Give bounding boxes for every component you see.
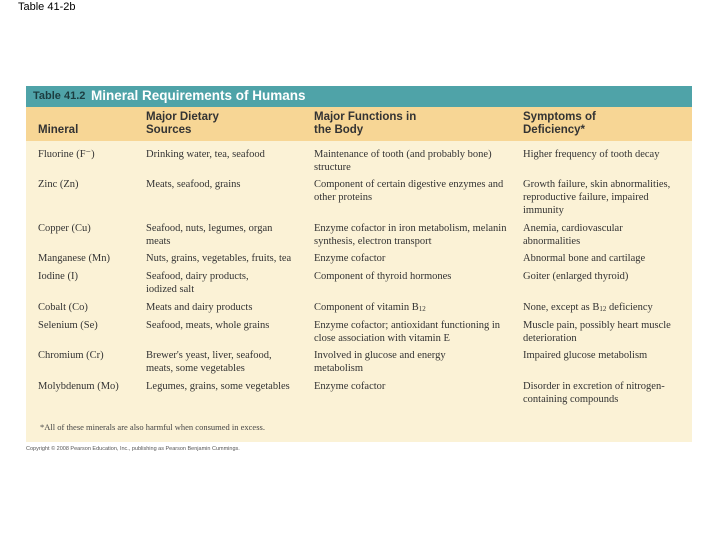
cell-mineral: Zinc (Zn)	[38, 179, 79, 190]
table-footnote: *All of these minerals are also harmful when consumed in excess.	[40, 422, 265, 432]
mineral-table	[26, 86, 692, 442]
cell-functions: Enzyme cofactor in iron metabolism, melanin synthesis, electron transport	[314, 223, 507, 247]
cell-sources: Nuts, grains, vegetables, fruits, tea	[146, 253, 292, 264]
cell-symptoms: Disorder in excretion of nitrogen-containing compounds	[523, 381, 665, 405]
cell-sources: Brewer's yeast, liver, seafood, meats, some vegetables	[146, 350, 272, 374]
col-head-mineral: Mineral	[38, 124, 79, 136]
cell-symptoms: Goiter (enlarged thyroid)	[523, 271, 629, 282]
cell-sources: Meats and dairy products	[146, 302, 253, 313]
cell-symptoms: Growth failure, skin abnormalities, reproductive failure, impaired immunity	[523, 179, 671, 216]
col-head-symptoms: Symptoms of Deficiency*	[523, 111, 596, 136]
cell-symptoms: Anemia, cardiovascular abnormalities	[523, 223, 623, 247]
cell-functions: Enzyme cofactor; antioxidant functioning in close association with vitamin E	[314, 320, 501, 344]
cell-mineral: Molybdenum (Mo)	[38, 381, 119, 392]
cell-functions: Enzyme cofactor	[314, 381, 386, 392]
table-number: Table 41.2	[33, 90, 86, 102]
cell-symptoms	[523, 301, 688, 316]
cell-mineral: Chromium (Cr)	[38, 350, 104, 361]
cell-sources: Seafood, dairy products, iodized salt	[146, 271, 249, 295]
cell-sources: Meats, seafood, grains	[146, 179, 241, 190]
cell-functions: Maintenance of tooth (and probably bone) structure	[314, 149, 492, 173]
cell-functions: Enzyme cofactor	[314, 253, 386, 264]
cell-mineral: Cobalt (Co)	[38, 302, 88, 313]
copyright-notice: Copyright © 2008 Pearson Education, Inc., publishing as Pearson Benjamin Cummings.	[26, 446, 240, 452]
cell-functions: Involved in glucose and energy metabolism	[314, 350, 446, 374]
table-header-bar	[26, 86, 692, 107]
cell-functions	[314, 301, 519, 316]
slide-title: Table 41-2b	[18, 1, 76, 13]
functions-text: Component of vitamin B	[314, 302, 419, 313]
cell-symptoms: Higher frequency of tooth decay	[523, 149, 660, 160]
cell-mineral: Copper (Cu)	[38, 223, 91, 234]
cell-mineral: Manganese (Mn)	[38, 253, 111, 264]
cell-sources: Drinking water, tea, seafood	[146, 149, 265, 160]
symptoms-subscript: 12	[599, 305, 607, 313]
symptoms-text: None, except as B	[523, 302, 600, 313]
cell-mineral: Selenium (Se)	[38, 320, 98, 331]
cell-mineral: Fluorine (F⁻)	[38, 149, 95, 160]
cell-sources: Seafood, meats, whole grains	[146, 320, 270, 331]
cell-symptoms: Impaired glucose metabolism	[523, 350, 648, 361]
col-head-sources: Major Dietary Sources	[146, 111, 219, 136]
cell-functions: Component of thyroid hormones	[314, 271, 452, 282]
symptoms-tail: deficiency	[606, 302, 653, 313]
cell-mineral: Iodine (I)	[38, 271, 78, 282]
functions-subscript: 12	[418, 305, 426, 313]
cell-functions: Component of certain digestive enzymes and other proteins	[314, 179, 504, 203]
cell-sources: Legumes, grains, some vegetables	[146, 381, 290, 392]
table-name: Mineral Requirements of Humans	[91, 88, 306, 103]
col-head-functions: Major Functions in the Body	[314, 111, 417, 136]
cell-sources: Seafood, nuts, legumes, organ meats	[146, 223, 273, 247]
cell-symptoms: Muscle pain, possibly heart muscle deterioration	[523, 320, 671, 344]
cell-symptoms: Abnormal bone and cartilage	[523, 253, 646, 264]
